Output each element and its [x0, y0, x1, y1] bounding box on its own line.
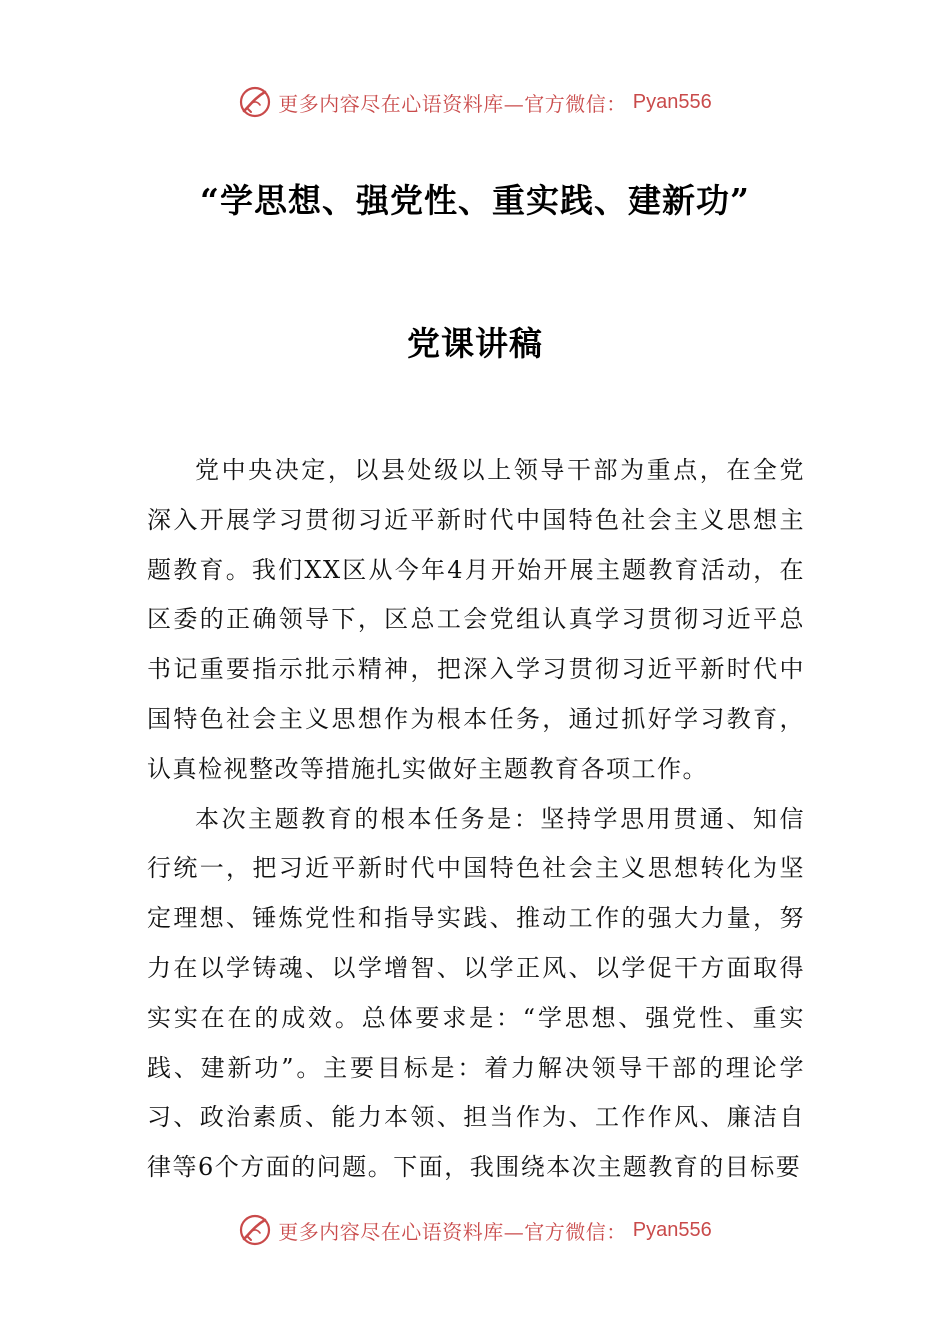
watermark-wechat-id: Pyan556 — [632, 1218, 712, 1241]
footer-watermark — [0, 1210, 950, 1250]
watermark-text: 更多内容尽在心语资料库—官方微信： — [278, 1219, 627, 1244]
document-body — [147, 446, 805, 1193]
paragraph: 党中央决定，以县处级以上领导干部为重点，在全党深入开展学习贯彻习近平新时代中国特色社会主义思想主题教育。我们XX区从今年4月开始开展主题教育活动，在区委的正确领导下，区总工会党组认真学习贯彻习近平总书记重要指示批示精神，把深入学习贯彻习近平新时代中国特色社会主义思想作为根本任务，通过抓好学习教育，认真检视整改等措施扎实做好主题教育各项工作。 — [147, 456, 805, 783]
pen-logo-icon — [238, 85, 272, 119]
watermark-wechat-id: Pyan556 — [632, 90, 712, 113]
paragraph: 本次主题教育的根本任务是：坚持学思用贯通、知信行统一，把习近平新时代中国特色社会主义思想转化为坚定理想、锤炼党性和指导实践、推动工作的强大力量，努力在以学铸魂、以学增智、以学正风、以学促干方面取得实实在在的成效。总体要求是：“学思想、强党性、重实践、建新功”。主要目标是：着力解决领导干部的理论学习、政治素质、能力本领、担当作为、工作作风、廉洁自律等6个方面的问题。下面，我围绕本次主题教育的目标要 — [147, 804, 805, 1182]
pen-logo-icon — [238, 1213, 272, 1247]
header-watermark — [0, 82, 950, 122]
document-subtitle: 党课讲稿 — [407, 324, 543, 363]
document-title: “学思想、强党性、重实践、建新功” — [200, 181, 750, 220]
watermark-text: 更多内容尽在心语资料库—官方微信： — [278, 91, 627, 116]
